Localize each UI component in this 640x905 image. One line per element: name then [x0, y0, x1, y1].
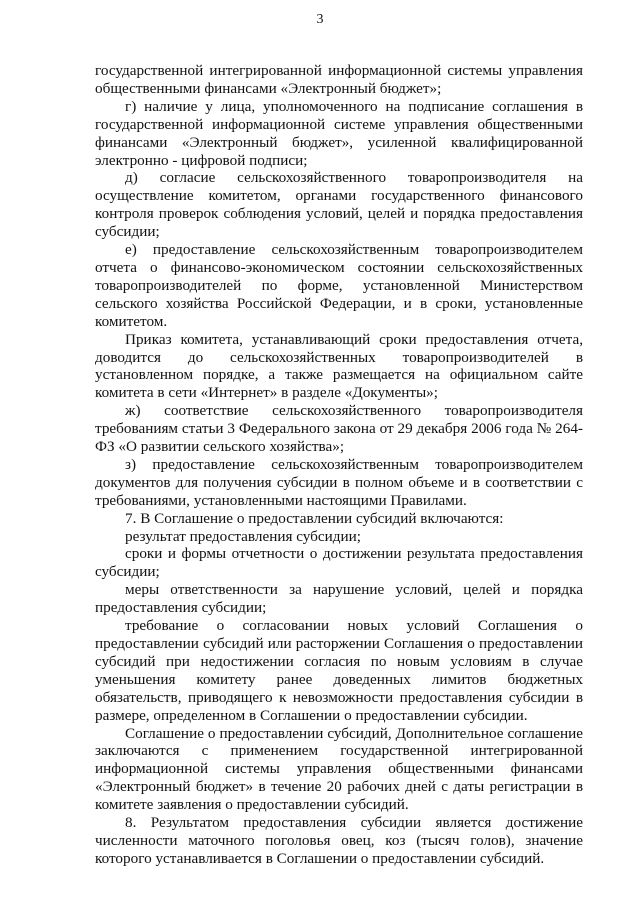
- paragraph: 7. В Соглашение о предоставлении субсидий включаются:: [125, 509, 504, 527]
- paragraph: ж) соответствие сельскохозяйственного товаропроизводителя требованиям статьи 3 Федерального закона от 29 декабря 2006 года № 264-ФЗ «О развитии сельского хозяйства»;: [95, 402, 583, 456]
- paragraph: Соглашение о предоставлении субсидий, Дополнительное соглашение заключаются с применением государственной интегрированной информационной системы управления общественными финансами «Электронный бюджет» в течение 20 рабочих дней с даты регистрации в комитете заявления о предоставлении субсидий.: [95, 724, 583, 814]
- paragraph: Приказ комитета, устанавливающий сроки предоставления отчета, доводится до сельскохозяйственных товаропроизводителей в установленном порядке, а также размещается на официальном сайте комитета в сети «Интернет» в разделе «Документы»;: [95, 330, 583, 402]
- paragraph: з) предоставление сельскохозяйственным товаропроизводителем документов для получения субсидии в полном объеме и в соответствии с требованиями, установленными настоящими Правилами.: [95, 455, 583, 509]
- paragraph: сроки и формы отчетности о достижении результата предоставления субсидии;: [95, 545, 583, 581]
- document-body: [95, 62, 583, 868]
- paragraph: меры ответственности за нарушение условий, целей и порядка предоставления субсидии;: [95, 581, 583, 617]
- paragraph: д) согласие сельскохозяйственного товаропроизводителя на осуществление комитетом, органами государственного финансового контроля проверок соблюдения условий, целей и порядка предоставления субсидии;: [95, 169, 583, 241]
- paragraph: е) предоставление сельскохозяйственным товаропроизводителем отчета о финансово-экономическом состоянии сельскохозяйственных товаропроизводителей по форме, установленной Министерством сельского хозяйства Российской Федерации, и в сроки, установленные комитетом.: [95, 241, 583, 330]
- paragraph: г) наличие у лица, уполномоченного на подписание соглашения в государственной информационной системе управления общественными финансами «Электронный бюджет», усиленной квалифицированной электронно - цифровой подписи;: [95, 97, 583, 169]
- paragraph: результат предоставления субсидии;: [125, 527, 361, 545]
- paragraph: государственной интегрированной информационной системы управления общественными финансами «Электронный бюджет»;: [95, 62, 583, 97]
- paragraph: требование о согласовании новых условий Соглашения о предоставлении субсидий или расторжении Соглашения о предоставлении субсидий при недостижении согласия по новым условиям в случае уменьшения комитету ранее доведенных лимитов бюджетных обязательств, приводящего к невозможности предоставления субсидии в размере, определенном в Соглашении о предоставлении субсидии.: [95, 617, 583, 724]
- page-number: 3: [316, 12, 324, 27]
- paragraph: 8. Результатом предоставления субсидии является достижение численности маточного поголовья овец, коз (тысяч голов), значение которого устанавливается в Соглашении о предоставлении субсидий.: [95, 814, 583, 867]
